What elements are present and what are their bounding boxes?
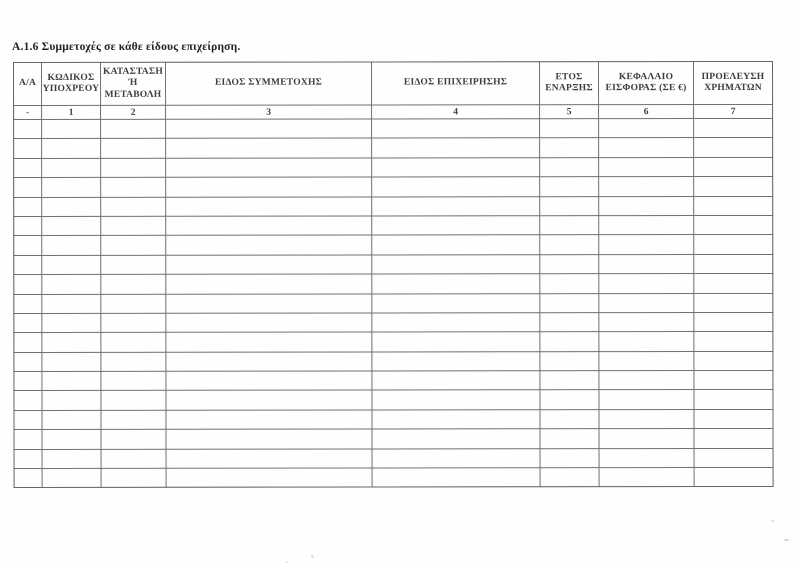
empty-cell [372,254,540,274]
empty-cell [694,118,773,138]
empty-cell [372,274,540,294]
empty-cell [14,275,42,294]
empty-cell [599,254,694,274]
empty-cell [166,352,372,372]
empty-cell [599,312,694,332]
empty-cell [42,255,101,274]
empty-cell [14,197,42,216]
table-row [14,215,773,235]
empty-cell [599,235,694,255]
empty-cell [372,235,540,255]
empty-cell [540,157,599,176]
empty-cell [599,157,694,177]
empty-cell [42,158,101,177]
empty-cell [694,157,773,177]
table-row [14,235,773,255]
table-row [14,448,773,468]
empty-cell [166,235,372,255]
empty-cell [42,139,101,158]
column-index-cell: 6 [599,105,694,119]
empty-cell [694,409,773,429]
empty-cell [166,177,372,197]
participations-table [13,61,774,488]
empty-cell [101,333,166,352]
table-row [14,351,773,371]
empty-cell [14,313,42,332]
empty-cell [101,255,166,274]
empty-cell [540,351,599,370]
empty-cell [101,294,166,313]
empty-cell [372,351,540,371]
table-row [14,429,773,449]
empty-cell [101,274,166,293]
empty-cell [166,313,372,333]
empty-cell [372,293,540,313]
empty-cell [599,177,694,197]
empty-cell [372,158,540,178]
empty-cell [540,119,599,138]
empty-cell [166,429,372,449]
empty-cell [101,468,166,487]
empty-cell [372,448,540,468]
column-index-cell: 2 [101,105,166,119]
empty-cell [42,391,101,410]
empty-cell [540,468,599,487]
empty-cell [540,254,599,273]
table-row [14,138,773,158]
empty-cell [14,352,42,371]
empty-cell [42,294,101,313]
empty-cell [540,390,599,409]
empty-cell [42,352,101,371]
empty-cell [166,255,372,275]
col-header-debtor-code: ΚΩΔΙΚΟΣ ΥΠΟΧΡΕΟΥ [42,62,101,105]
empty-cell [101,236,166,255]
empty-cell [540,138,599,157]
column-index-cell: 1 [42,105,101,119]
table-row [14,118,773,138]
empty-cell [694,293,773,313]
table-row [14,254,773,274]
empty-cell [599,448,694,468]
table-row [14,293,773,313]
empty-cell [14,391,42,410]
empty-cell [42,333,101,352]
col-header-status-or-change: ΚΑΤΑΣΤΑΣΗ Ή ΜΕΤΑΒΟΛΗ [101,62,166,105]
empty-cell [372,138,540,158]
empty-cell [166,468,372,488]
empty-cell [540,429,599,448]
column-index-cell: - [14,105,42,119]
column-index-cell: 5 [540,105,599,119]
empty-cell [599,293,694,313]
empty-cell [42,449,101,468]
empty-cell [166,197,372,217]
empty-cell [599,196,694,216]
empty-cell [540,196,599,215]
empty-cell [166,216,372,236]
empty-cell [540,235,599,254]
empty-cell [599,274,694,294]
empty-cell [14,294,42,313]
empty-cell [42,236,101,255]
column-index-row [14,104,773,119]
column-index-cell: 4 [372,105,540,119]
empty-cell [372,410,540,430]
empty-cell [166,119,372,139]
empty-cell [101,371,166,390]
empty-cell [101,139,166,158]
empty-cell [599,351,694,371]
empty-cell [599,390,694,410]
empty-cell [101,313,166,332]
table-row [14,332,773,352]
empty-cell [599,138,694,158]
empty-cell [42,216,101,235]
empty-cell [694,312,773,332]
table-row [14,390,773,410]
empty-cell [372,196,540,216]
empty-cell [694,196,773,216]
empty-cell [42,371,101,390]
empty-cell [101,216,166,235]
empty-cell [42,197,101,216]
empty-cell [372,429,540,449]
empty-cell [166,332,372,352]
empty-cell [372,177,540,197]
empty-cell [166,390,372,410]
table-row [14,371,773,391]
col-header-money-origin: ΠΡΟΕΛΕΥΣΗ ΧΡΗΜΑΤΩΝ [694,61,773,104]
empty-cell [372,468,540,488]
empty-cell [42,275,101,294]
col-header-start-year: ΕΤΟΣ ΕΝΑΡΞΗΣ [540,62,599,105]
table-row [14,196,773,216]
empty-cell [42,119,101,138]
empty-cell [694,138,773,158]
empty-cell [694,351,773,371]
col-header-capital-contribution: ΚΕΦΑΛΑΙΟ ΕΙΣΦΟΡΑΣ (ΣΕ €) [599,62,694,105]
empty-cell [694,390,773,410]
table-row [14,177,773,197]
empty-cell [540,293,599,312]
empty-cell [14,430,42,449]
empty-cell [14,449,42,468]
empty-cell [14,333,42,352]
empty-cell [540,332,599,351]
empty-cell [14,468,42,487]
empty-cell [14,255,42,274]
empty-cell [14,178,42,197]
empty-cell [42,430,101,449]
empty-cell [372,390,540,410]
scan-speck [784,539,789,541]
empty-cell [694,467,773,487]
empty-cell [599,409,694,429]
empty-cell [599,332,694,352]
empty-cell [14,236,42,255]
empty-cell [101,177,166,196]
empty-cell [101,119,166,138]
empty-cell [166,274,372,294]
empty-cell [101,352,166,371]
empty-cell [540,216,599,235]
empty-cell [372,119,540,139]
empty-cell [694,332,773,352]
empty-cell [694,274,773,294]
empty-cell [372,216,540,236]
col-header-participation-type: ΕΙΔΟΣ ΣΥΜΜΕΤΟΧΗΣ [166,62,372,105]
empty-cell [599,216,694,236]
empty-cell [166,294,372,314]
empty-cell [372,332,540,352]
empty-cell [540,274,599,293]
col-header-serial: Α/Α [14,62,42,105]
empty-cell [694,177,773,197]
empty-cell [166,158,372,178]
empty-cell [694,235,773,255]
scan-speck [311,555,314,558]
empty-cell [101,158,166,177]
empty-cell [599,119,694,139]
empty-cell [166,410,372,430]
empty-cell [599,429,694,449]
empty-cell [694,448,773,468]
empty-cell [540,448,599,467]
table-row [14,467,773,487]
empty-cell [14,372,42,391]
empty-cell [694,371,773,391]
empty-cell [101,197,166,216]
scan-speck [771,520,774,522]
empty-cell [42,468,101,487]
empty-cell [540,313,599,332]
scan-speck [286,561,288,563]
table-row [14,312,773,332]
empty-cell [101,449,166,468]
empty-cell [42,410,101,429]
empty-cell [694,429,773,449]
section-title: Α.1.6 Συμμετοχές σε κάθε είδους επιχείρηση. [12,41,241,53]
empty-cell [42,313,101,332]
column-index-cell: 7 [694,104,773,118]
empty-cell [540,371,599,390]
empty-cell [14,139,42,158]
col-header-business-type: ΕΙΔΟΣ ΕΠΙΧΕΙΡΗΣΗΣ [372,62,540,105]
empty-cell [42,178,101,197]
empty-cell [599,468,694,488]
empty-cell [540,410,599,429]
empty-cell [694,215,773,235]
empty-cell [372,313,540,333]
empty-cell [372,371,540,391]
empty-cell [14,216,42,235]
table-row [14,157,773,177]
table-header-row [14,61,773,105]
empty-cell [101,410,166,429]
empty-cell [166,371,372,391]
empty-cell [101,430,166,449]
empty-cell [166,138,372,158]
table-row [14,274,773,294]
empty-cell [14,119,42,138]
empty-cell [14,158,42,177]
table-row [14,409,773,429]
empty-cell [694,254,773,274]
empty-cell [101,391,166,410]
column-index-cell: 3 [166,105,372,119]
empty-cell [540,177,599,196]
empty-cell [166,449,372,469]
empty-cell [14,410,42,429]
empty-cell [599,371,694,391]
